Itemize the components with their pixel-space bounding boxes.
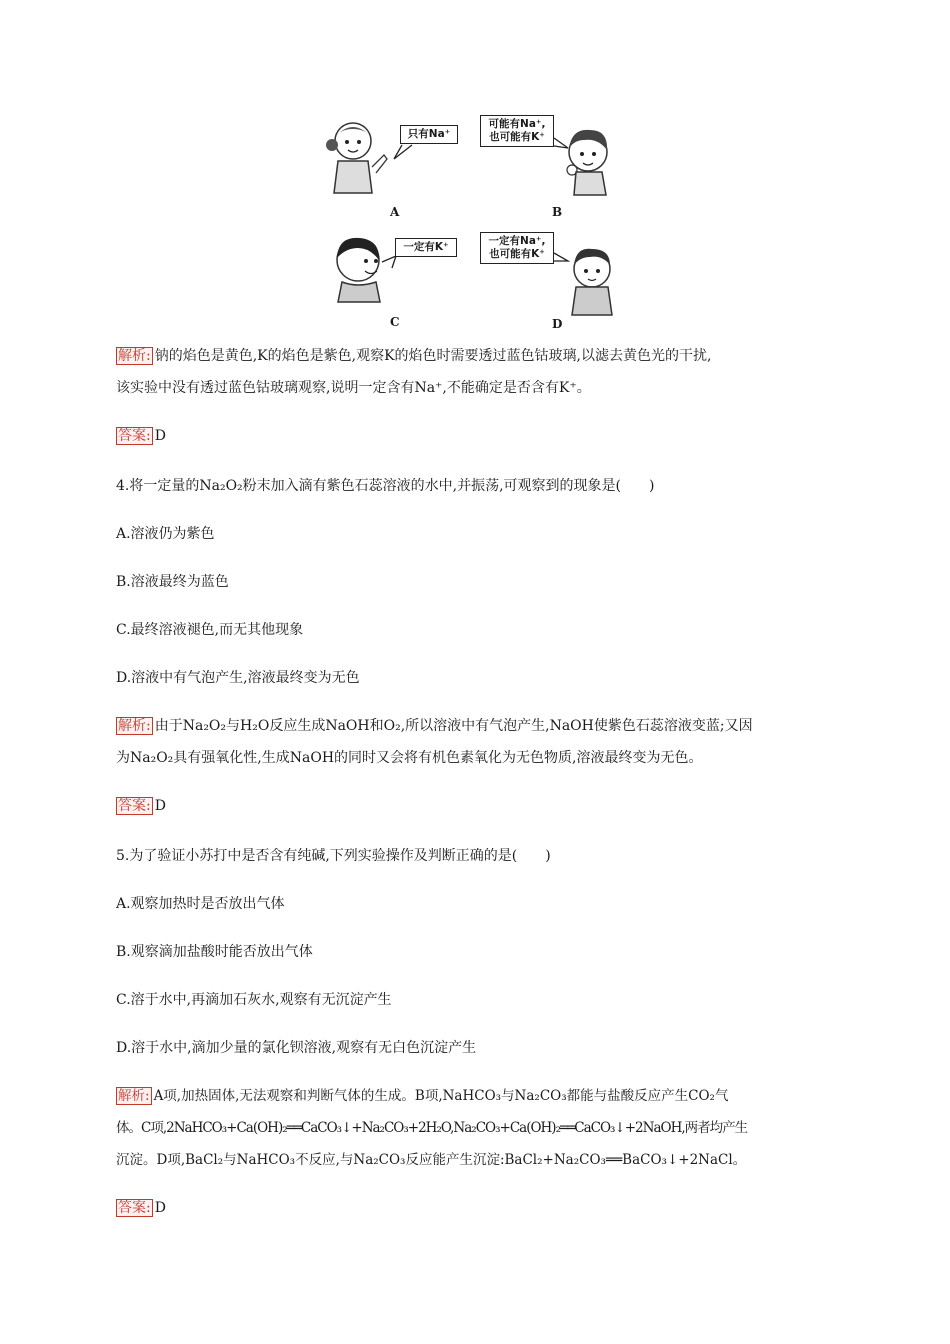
boy-illustration-d [480,227,640,317]
q3-analysis-line1: 钠的焰色是黄色,K的焰色是紫色,观察K的焰色时需要透过蓝色钴玻璃,以滤去黄色光的干扰, [154,348,712,364]
q5-option-a: A.观察加热时是否放出气体 [116,896,285,912]
speech-bubble-b: 可能有Na⁺, 也可能有K⁺ [480,115,554,147]
q4-analysis-line1: 由于Na₂O₂与H₂O反应生成NaOH和O₂,所以溶液中有气泡产生,NaOH使紫色石蕊溶液变蓝;又因 [154,718,753,734]
q3-analysis-line2: 该实验中没有透过蓝色钴玻璃观察,说明一定含有Na⁺,不能确定是否含有K⁺。 [116,380,591,396]
analysis-tag: 解析: [118,348,151,364]
q5-analysis-line3: 沉淀。D项,BaCl₂与NaHCO₃不反应,与Na₂CO₃反应能产生沉淀:BaCl₂+Na₂CO₃══BaCO₃↓+2NaCl。 [116,1152,747,1168]
analysis-tag: 解析: [118,718,151,734]
q4-option-a: A.溶液仍为紫色 [116,526,215,542]
answer-tag: 答案: [118,798,151,814]
speech-bubble-c: 一定有K⁺ [395,238,457,257]
q4-option-b: B.溶液最终为蓝色 [116,574,229,590]
label-d: D [552,317,563,331]
panel-d [480,227,640,337]
q5-stem: 5.为了验证小苏打中是否含有纯碱,下列实验操作及判断正确的是( ) [116,848,551,864]
analysis-tag: 解析: [118,1088,150,1104]
label-b: B [552,205,563,219]
q5-answer-value: D [154,1200,166,1216]
q5-analysis-line1: A项,加热固体,无法观察和判断气体的生成。B项,NaHCO₃与Na₂CO₃都能与盐酸反应产生CO₂气 [153,1088,729,1104]
q4-option-d: D.溶液中有气泡产生,溶液最终变为无色 [116,670,360,686]
speech-bubble-d: 一定有Na⁺, 也可能有K⁺ [480,232,554,264]
label-c: C [390,315,400,329]
q4-option-c: C.最终溶液褪色,而无其他现象 [116,622,304,638]
girl-illustration [320,115,400,195]
q3-analysis [116,340,836,404]
q4-answer [116,790,836,822]
q5-analysis-line2: 体。C项,2NaHCO₃+Ca(OH)₂══CaCO₃↓+Na₂CO₃+2H₂O,Na₂CO₃+Ca(OH)₂══CaCO₃↓+2NaOH,两者均产生 [116,1120,748,1136]
boy-illustration-b [480,110,640,200]
q5-option-d: D.溶于水中,滴加少量的氯化钡溶液,观察有无白色沉淀产生 [116,1040,477,1056]
answer-tag: 答案: [118,1200,151,1216]
q4-answer-value: D [154,798,166,814]
q5-option-b: B.观察滴加盐酸时能否放出气体 [116,944,313,960]
children-figure [310,105,640,335]
label-a: A [390,205,400,219]
q3-answer-value: D [154,428,166,444]
q4-analysis-line2: 为Na₂O₂具有强氧化性,生成NaOH的同时又会将有机色素氧化为无色物质,溶液最终变为无色。 [116,750,703,766]
speech-bubble-a: 只有Na⁺ [400,125,458,144]
panel-b [480,110,640,220]
panel-c [320,230,480,340]
q5-analysis [116,1080,836,1176]
panel-a [320,115,480,225]
q4-analysis [116,710,836,774]
q3-answer [116,420,836,452]
q5-answer [116,1192,836,1224]
q5-option-c: C.溶于水中,再滴加石灰水,观察有无沉淀产生 [116,992,392,1008]
q4-stem: 4.将一定量的Na₂O₂粉末加入滴有紫色石蕊溶液的水中,并振荡,可观察到的现象是( ) [116,478,655,494]
answer-tag: 答案: [118,428,151,444]
